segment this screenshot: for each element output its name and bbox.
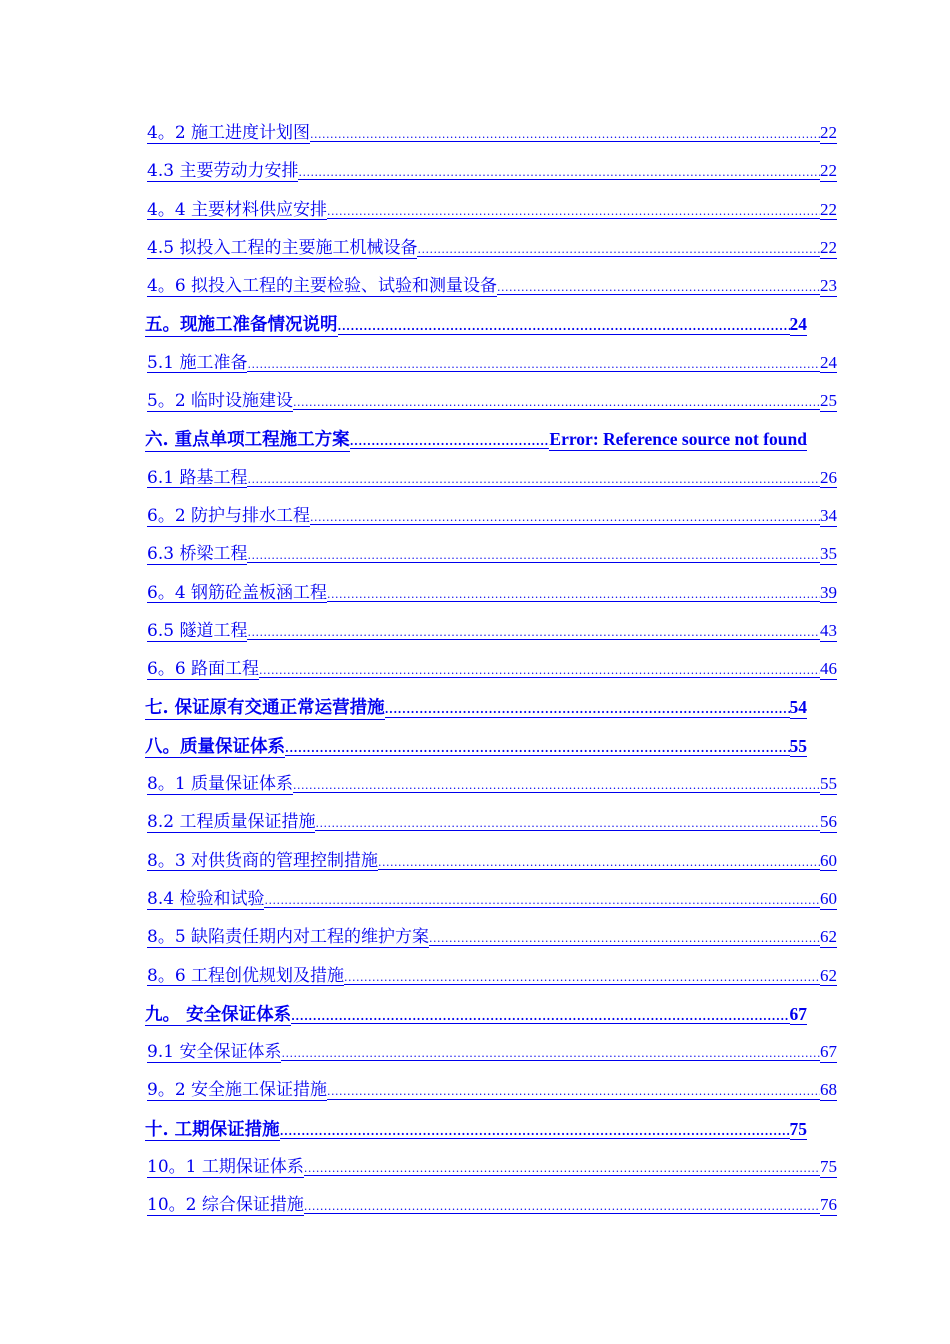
toc-entry-label: 6.1 路基工程	[147, 467, 248, 488]
toc-section-8[interactable]	[0, 737, 807, 775]
toc-page-number: 23	[820, 276, 837, 296]
toc-page-number: 55	[820, 774, 837, 794]
toc-entry-label: 10。1 工期保证体系	[147, 1157, 304, 1178]
toc-entry-6-2[interactable]	[0, 507, 837, 545]
toc-page-number: 67	[820, 1042, 837, 1062]
toc-page-number: 43	[820, 620, 837, 640]
toc-entry-5-1[interactable]	[0, 354, 837, 392]
toc-page-number: 35	[820, 544, 837, 564]
toc-dot-leader	[327, 589, 820, 602]
toc-entry-6-6[interactable]	[0, 660, 837, 698]
toc-dot-leader	[291, 1011, 789, 1024]
toc-entry-6-5[interactable]	[0, 622, 837, 660]
toc-entry-label: 8。3 对供货商的管理控制措施	[147, 850, 379, 871]
toc-entry-label: 10。2 综合保证措施	[147, 1195, 304, 1216]
toc-entry-4-3[interactable]	[0, 162, 837, 200]
toc-entry-label: 8。1 质量保证体系	[147, 774, 294, 795]
toc-entry-8-6[interactable]	[0, 967, 837, 1005]
toc-entry-label: 6。6 路面工程	[147, 659, 260, 680]
toc-page-number: 22	[820, 123, 837, 142]
toc-page-number: 46	[820, 659, 837, 679]
toc-dot-leader	[259, 665, 820, 678]
toc-dot-leader	[315, 818, 820, 831]
toc-entry-label: 6。4 钢筋砼盖板涵工程	[147, 582, 328, 603]
toc-page-number: 60	[820, 850, 837, 870]
toc-page-number: 55	[789, 735, 807, 756]
toc-dot-leader	[378, 857, 820, 870]
toc-page-number: 56	[820, 812, 837, 832]
toc-dot-leader	[338, 321, 790, 334]
toc-entry-6-1[interactable]	[0, 469, 837, 507]
toc-page-reference-error: Error: Reference source not found	[549, 429, 807, 450]
toc-page-number: 34	[820, 505, 837, 525]
toc-dot-leader	[429, 933, 820, 946]
toc-page-number: 54	[789, 697, 807, 718]
toc-section-label: 十. 工期保证措施	[145, 1119, 280, 1140]
toc-section-label: 八。质量保证体系	[145, 736, 285, 757]
toc-section-label: 七. 保证原有交通正常运营措施	[145, 698, 385, 719]
toc-entry-8-1[interactable]	[0, 775, 837, 813]
toc-entry-label: 4。4 主要材料供应安排	[147, 199, 328, 220]
toc-entry-6-4[interactable]	[0, 584, 837, 622]
toc-section-9[interactable]	[0, 1005, 807, 1043]
toc-page-number: 24	[820, 352, 837, 372]
toc-entry-4-4[interactable]	[0, 201, 837, 239]
toc-dot-leader	[385, 704, 790, 717]
toc-page-number: 67	[789, 1003, 807, 1024]
toc-page-number: 60	[820, 888, 837, 908]
toc-dot-leader	[298, 167, 820, 180]
toc-dot-leader	[350, 436, 550, 449]
toc-entry-label: 5。2 临时设施建设	[147, 391, 294, 412]
toc-dot-leader	[285, 743, 790, 756]
toc-section-7[interactable]	[0, 698, 807, 736]
toc-section-5[interactable]	[0, 315, 807, 353]
toc-entry-label: 4。6 拟投入工程的主要检验、试验和测量设备	[147, 276, 498, 297]
toc-section-6[interactable]	[0, 430, 807, 468]
toc-entry-label: 6.5 隧道工程	[147, 620, 248, 641]
toc-page-number: 62	[820, 965, 837, 985]
toc-dot-leader	[247, 474, 820, 487]
toc-dot-leader	[247, 359, 820, 372]
table-of-contents	[0, 124, 950, 1235]
toc-entry-label: 8。6 工程创优规划及措施	[147, 965, 345, 986]
toc-dot-leader	[344, 972, 820, 985]
toc-page-number: 22	[820, 199, 837, 219]
toc-entry-label: 4。2 施工进度计划图	[147, 123, 311, 143]
toc-section-label: 九。 安全保证体系	[145, 1004, 292, 1025]
toc-entry-label: 6.3 桥梁工程	[147, 544, 248, 565]
toc-entry-4-6[interactable]	[0, 277, 837, 315]
toc-entry-4-2[interactable]	[0, 124, 837, 162]
toc-dot-leader	[293, 397, 820, 410]
toc-dot-leader	[280, 1126, 790, 1139]
toc-entry-9-1[interactable]	[0, 1043, 837, 1081]
toc-dot-leader	[417, 244, 820, 257]
toc-page-number: 26	[820, 467, 837, 487]
toc-page-number: 22	[820, 237, 837, 257]
toc-entry-8-4[interactable]	[0, 890, 837, 928]
toc-dot-leader	[497, 282, 820, 295]
toc-dot-leader	[247, 627, 820, 640]
toc-dot-leader	[247, 550, 820, 563]
toc-entry-label: 4.5 拟投入工程的主要施工机械设备	[147, 237, 418, 258]
toc-page-number: 76	[820, 1195, 837, 1215]
toc-entry-4-5[interactable]	[0, 239, 837, 277]
toc-page-number: 39	[820, 582, 837, 602]
toc-entry-8-2[interactable]	[0, 813, 837, 851]
toc-dot-leader	[310, 129, 820, 142]
toc-entry-label: 4.3 主要劳动力安排	[147, 161, 299, 182]
toc-entry-10-2[interactable]	[0, 1196, 837, 1234]
toc-entry-10-1[interactable]	[0, 1158, 837, 1196]
toc-page-number: 62	[820, 927, 837, 947]
toc-entry-8-3[interactable]	[0, 852, 837, 890]
toc-dot-leader	[264, 895, 820, 908]
toc-entry-label: 5.1 施工准备	[147, 352, 248, 373]
toc-entry-label: 8。5 缺陷责任期内对工程的维护方案	[147, 927, 430, 948]
toc-dot-leader	[327, 1086, 820, 1099]
toc-entry-5-2[interactable]	[0, 392, 837, 430]
toc-page-number: 68	[820, 1080, 837, 1100]
toc-page-number: 75	[820, 1157, 837, 1177]
toc-page-number: 75	[789, 1118, 807, 1139]
toc-page-number: 25	[820, 391, 837, 411]
toc-entry-8-5[interactable]	[0, 928, 837, 966]
toc-page-number: 24	[789, 314, 807, 335]
toc-entry-9-2[interactable]	[0, 1081, 837, 1119]
toc-entry-label: 9.1 安全保证体系	[147, 1042, 282, 1063]
toc-dot-leader	[304, 1201, 820, 1214]
toc-dot-leader	[304, 1163, 820, 1176]
toc-entry-label: 9。2 安全施工保证措施	[147, 1080, 328, 1101]
toc-dot-leader	[281, 1048, 820, 1061]
toc-section-label: 五。现施工准备情况说明	[145, 315, 338, 336]
toc-section-10[interactable]	[0, 1120, 807, 1158]
toc-entry-label: 6。2 防护与排水工程	[147, 505, 311, 526]
toc-entry-6-3[interactable]	[0, 545, 837, 583]
toc-section-label: 六. 重点单项工程施工方案	[145, 430, 350, 451]
toc-entry-label: 8.4 检验和试验	[147, 888, 265, 909]
toc-dot-leader	[327, 206, 820, 219]
toc-entry-label: 8.2 工程质量保证措施	[147, 812, 316, 833]
toc-dot-leader	[293, 780, 820, 793]
toc-page-number: 22	[820, 161, 837, 181]
toc-dot-leader	[310, 512, 820, 525]
